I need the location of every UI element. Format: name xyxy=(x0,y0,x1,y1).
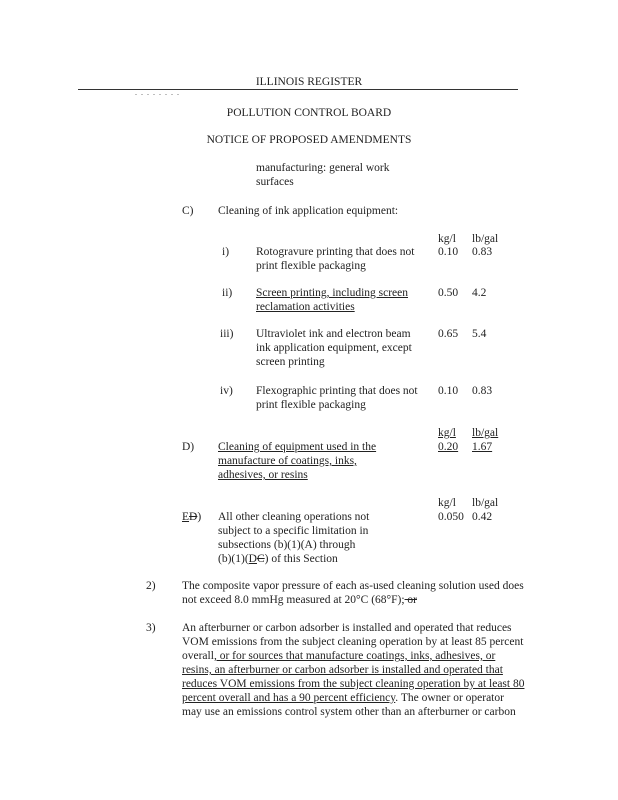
section-d-lb: 1.67 xyxy=(472,441,493,453)
item-iii-lb: 5.4 xyxy=(472,328,487,340)
para-3-line-5: reduces VOM emissions from the subject cleaning operation by at least 80 xyxy=(182,678,525,690)
para-3-line-1: An afterburner or carbon adsorber is installed and operated that reduces xyxy=(182,622,512,634)
section-c-unit-kg: kg/l xyxy=(438,233,456,245)
item-i-kg: 0.10 xyxy=(438,246,459,258)
section-e-lb: 0.42 xyxy=(472,511,493,523)
item-iii-num: iii) xyxy=(220,328,234,340)
para-3-line-3 xyxy=(182,650,495,663)
continuation-line-2: surfaces xyxy=(256,176,294,188)
item-iii-line-1: Ultraviolet ink and electron beam xyxy=(256,328,411,340)
item-iv-num: iv) xyxy=(220,385,233,397)
item-ii-line-1: Screen printing, including screen xyxy=(256,287,409,299)
section-d-label: D) xyxy=(182,441,195,453)
section-c-unit-lb: lb/gal xyxy=(472,233,499,245)
item-i-line-2: print flexible packaging xyxy=(256,260,366,272)
section-e-unit-kg: kg/l xyxy=(438,497,456,509)
section-d-kg: 0.20 xyxy=(438,441,459,453)
item-i-num: i) xyxy=(222,246,230,258)
item-iv-kg: 0.10 xyxy=(438,385,459,397)
section-e-label-new: E xyxy=(182,511,190,523)
section-e-kg: 0.050 xyxy=(438,511,464,523)
item-iv-lb: 0.83 xyxy=(472,385,493,397)
para-2-line-1: The composite vapor pressure of each as-used cleaning solution used does xyxy=(182,580,524,592)
section-e-label xyxy=(182,511,201,524)
para-3-line-4: resins, an afterburner or carbon adsorber is installed and operated that xyxy=(182,664,503,676)
register-title: ILLINOIS REGISTER xyxy=(255,76,363,88)
header-rule-dots-left: . . . . . . . . xyxy=(135,88,180,97)
section-e-line-4-new: D xyxy=(248,553,257,565)
section-e-line-4-pre: (b)(1)( xyxy=(218,553,249,565)
section-e-line-1: All other cleaning operations not xyxy=(218,511,370,523)
board-title: POLLUTION CONTROL BOARD xyxy=(226,107,392,119)
section-e-label-old: D xyxy=(189,511,198,523)
para-3-line-6-plain: . The owner or operator xyxy=(395,692,504,704)
item-iv-line-2: print flexible packaging xyxy=(256,399,366,411)
section-e-line-3: subsections (b)(1)(A) through xyxy=(218,539,356,551)
section-d-line-1: Cleaning of equipment used in the xyxy=(218,441,377,453)
item-i-lb: 0.83 xyxy=(472,246,493,258)
section-e-label-close: ) xyxy=(197,511,202,523)
para-2-line-2 xyxy=(182,594,417,607)
section-c-label: C) xyxy=(182,205,194,217)
section-e-line-4-post: ) of this Section xyxy=(264,553,338,565)
section-e-line-2: subject to a specific limitation in xyxy=(218,525,369,537)
item-ii-lb: 4.2 xyxy=(472,287,487,299)
section-e-unit-lb: lb/gal xyxy=(472,497,499,509)
item-iv-line-1: Flexographic printing that does not xyxy=(256,385,418,397)
continuation-line-1: manufacturing: general work xyxy=(256,162,390,174)
item-ii-kg: 0.50 xyxy=(438,287,459,299)
section-d-unit-lb: lb/gal xyxy=(472,427,499,439)
para-2-line-2-deleted: or xyxy=(404,594,418,606)
section-e-line-4 xyxy=(218,553,338,566)
item-ii-num: ii) xyxy=(222,287,233,299)
para-3-line-6-new: percent overall and has a 90 percent efficiency xyxy=(182,692,396,704)
item-iii-kg: 0.65 xyxy=(438,328,459,340)
para-2-num: 2) xyxy=(146,580,156,592)
item-ii-line-2: reclamation activities xyxy=(256,301,355,313)
section-e-line-4-old: C xyxy=(256,553,265,565)
para-3-line-2: VOM emissions from the subject cleaning operation by at least 85 percent xyxy=(182,636,524,648)
para-3-line-7: may use an emissions control system other than an afterburner or carbon xyxy=(182,706,516,718)
section-d-line-2: manufacture of coatings, inks, xyxy=(218,455,357,467)
para-2-line-2-text: not exceed 8.0 mmHg measured at 20°C (68°F); xyxy=(182,594,405,606)
notice-title: NOTICE OF PROPOSED AMENDMENTS xyxy=(206,134,412,146)
section-d-line-3: adhesives, or resins xyxy=(218,469,308,481)
para-3-line-3-new: , or for sources that manufacture coatings, inks, adhesives, or xyxy=(213,650,496,662)
section-d-unit-kg: kg/l xyxy=(438,427,456,439)
para-3-line-6 xyxy=(182,692,504,705)
para-3-num: 3) xyxy=(146,622,156,634)
item-i-line-1: Rotogravure printing that does not xyxy=(256,246,415,258)
item-iii-line-3: screen printing xyxy=(256,356,325,368)
section-c-title: Cleaning of ink application equipment: xyxy=(218,205,399,217)
item-iii-line-2: ink application equipment, except xyxy=(256,342,412,354)
para-3-line-3-plain: overall xyxy=(182,650,214,662)
header-rule xyxy=(78,89,518,90)
